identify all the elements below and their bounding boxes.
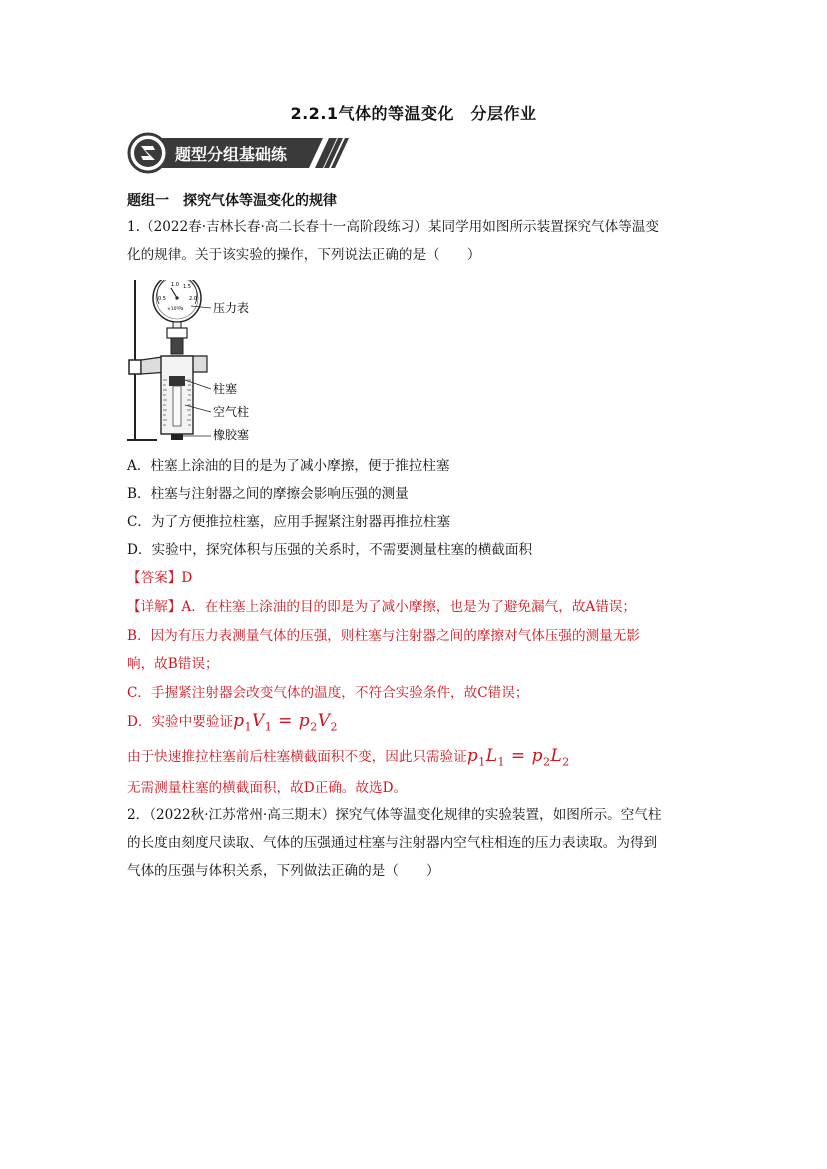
q1-detail-d2	[127, 747, 570, 771]
q1-detail-line4: C．手握紧注射器会改变气体的温度，不符合实验条件，故C错误；	[127, 685, 529, 701]
svg-text:0.5: 0.5	[158, 296, 166, 302]
q1-detail-d3: 无需测量柱塞的横截面积，故D正确。故选D。	[127, 780, 408, 796]
label-rubber-stopper: 橡胶塞	[213, 428, 250, 442]
q1-detail-line2: B．因为有压力表测量气体的压强，则柱塞与注射器之间的摩擦对气体压强的测量无影	[127, 628, 640, 644]
page-title: 2.2.1气体的等温变化 分层作业	[290, 104, 537, 123]
q1-detail-line1: 【详解】A．在柱塞上涂油的目的即是为了减小摩擦，也是为了避免漏气，故A错误；	[127, 599, 637, 615]
q2-stem-line2: 的长度由刻度尺读取、气体的压强通过柱塞与注射器内空气柱相连的压力表读取。为得到	[127, 835, 658, 851]
section-heading: 题组一 探究气体等温变化的规律	[127, 193, 337, 209]
q1-detail-d	[127, 712, 338, 736]
q1-detail-line3: 响，故B错误；	[127, 656, 219, 672]
svg-text:1.5: 1.5	[183, 284, 191, 290]
q1-answer: 【答案】D	[127, 570, 193, 586]
svg-text:×10⁵Pa: ×10⁵Pa	[167, 307, 184, 312]
q1-stem-line2: 化的规律。关于该实验的操作，下列说法正确的是（ ）	[127, 247, 481, 263]
label-piston: 柱塞	[213, 382, 238, 396]
q1-detail-d-prefix: D．实验中要验证	[127, 714, 234, 730]
label-gauge: 压力表	[213, 301, 250, 315]
rubber-stopper	[171, 434, 183, 440]
formula-pl: $p_1L_1 = p_2L_2$	[466, 746, 570, 769]
section-banner	[127, 132, 349, 174]
apparatus-figure	[127, 280, 277, 443]
q1-option-b: B．柱塞与注射器之间的摩擦会影响压强的测量	[127, 486, 409, 502]
banner-graphic	[127, 132, 349, 174]
piston	[169, 376, 185, 386]
svg-text:2.0: 2.0	[189, 296, 197, 302]
q1-option-a: A．柱塞上涂油的目的是为了减小摩擦，便于推拉柱塞	[127, 458, 450, 474]
q1-option-d: D．实验中，探究体积与压强的关系时，不需要测量柱塞的横截面积	[127, 542, 533, 558]
q1-stem-line1: 1.（2022春·吉林长春·高二长春十一高阶段练习）某同学用如图所示装置探究气体等温变	[127, 219, 659, 235]
q1-detail-d2-prefix: 由于快速推拉柱塞前后柱塞横截面积不变，因此只需验证	[127, 749, 467, 765]
q2-stem-line1: 2．（2022秋·江苏常州·高三期末）探究气体等温变化规律的实验装置，如图所示。空气柱	[127, 807, 662, 823]
svg-text:1.0: 1.0	[171, 282, 179, 288]
formula-pv: $p_1V_1 = p_2V_2$	[233, 711, 338, 734]
q2-stem-line3: 气体的压强与体积关系，下列做法正确的是（ ）	[127, 863, 440, 879]
q1-option-c: C．为了方便推拉柱塞，应用手握紧注射器再推拉柱塞	[127, 514, 451, 530]
label-air-column: 空气柱	[213, 405, 250, 419]
banner-label: 题型分组基础练	[175, 145, 288, 164]
